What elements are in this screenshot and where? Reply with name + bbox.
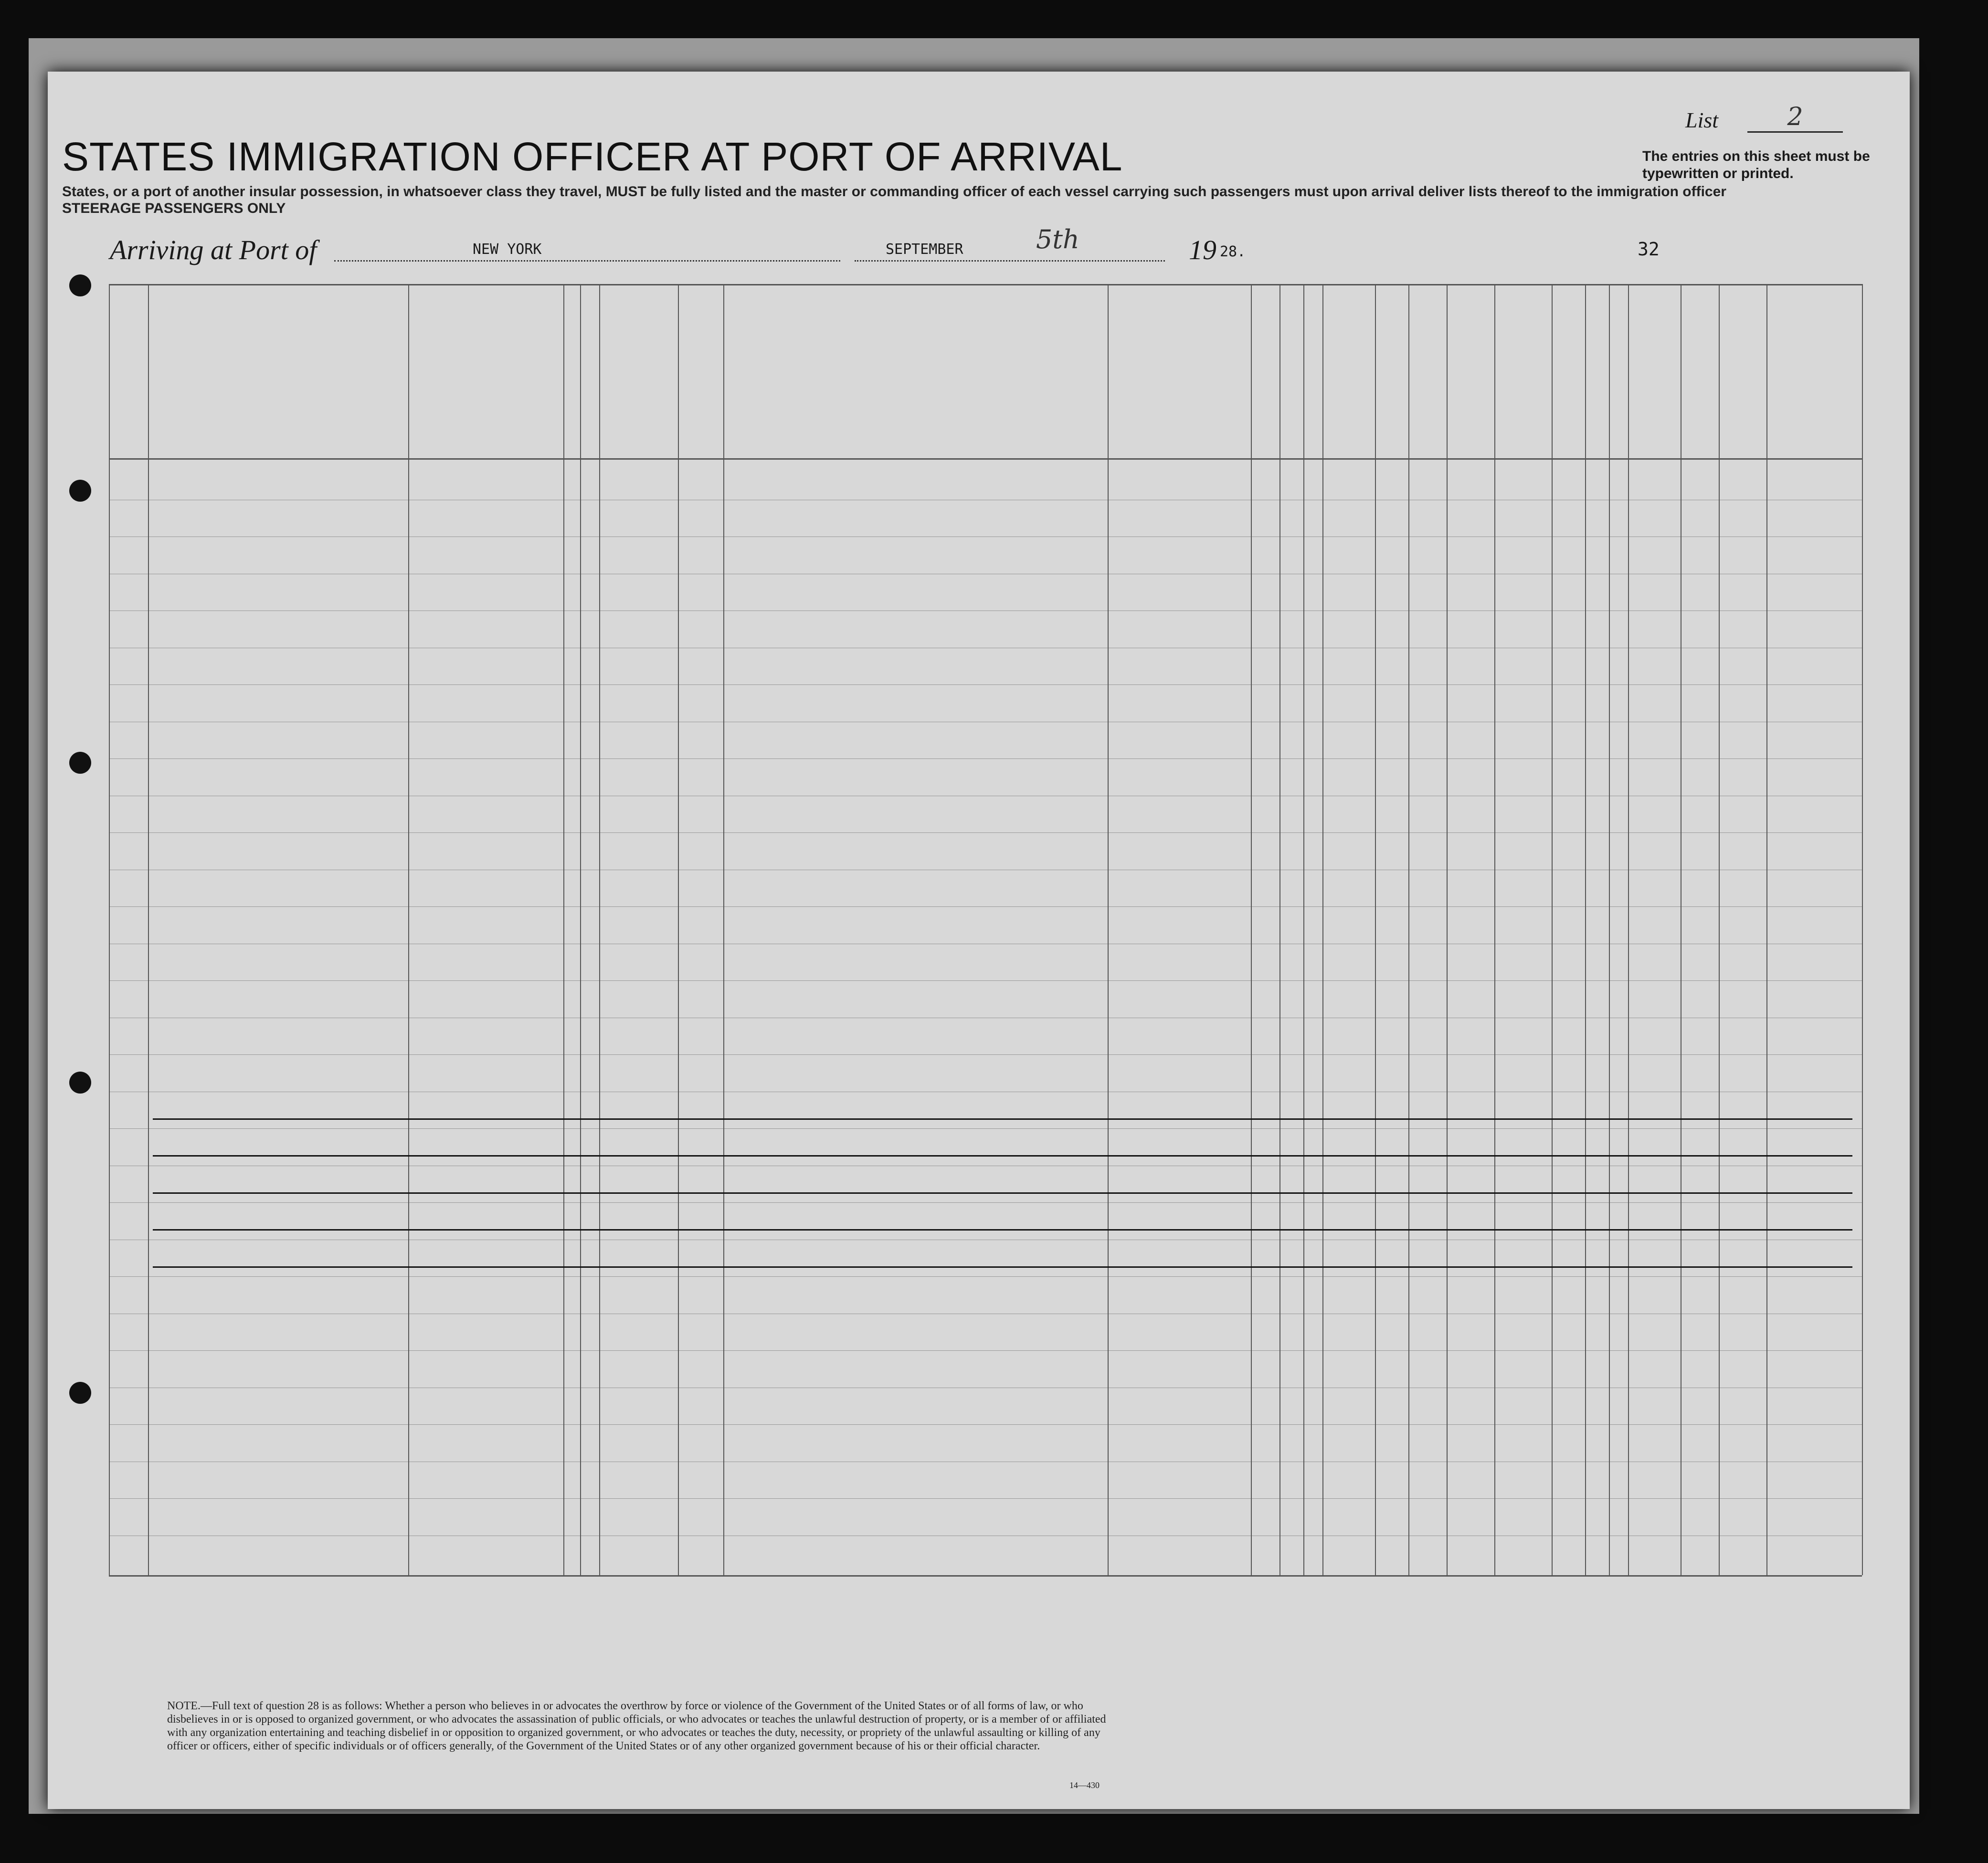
strike-line [153,1266,1852,1268]
row-rule [109,1128,1862,1129]
column-rule [1862,284,1863,1575]
strike-line [153,1118,1852,1120]
port-name: NEW YORK [473,241,542,258]
column-rule [1585,284,1586,1575]
row-rule [109,684,1862,685]
strike-line [153,1155,1852,1157]
typewritten-note: The entries on this sheet must be typewritten or printed. [1642,148,1870,181]
column-rule [1108,284,1109,1575]
date-line [855,260,1165,262]
strike-line [153,1192,1852,1194]
column-rule [1628,284,1629,1575]
row-rule [109,610,1862,611]
row-rule [109,980,1862,981]
punch-hole [69,1382,91,1404]
column-rule [1766,284,1767,1575]
port-line [334,260,840,262]
row-rule [109,1202,1862,1203]
punch-hole [69,1072,91,1094]
column-rule [109,284,110,1575]
year-prefix: 19 [1189,234,1216,265]
instructions-line: States, or a port of another insular possession, in whatsoever class they travel, MUST be fully listed and the master or commanding officer of each vessel carrying such passengers must upon arrival deliver lists thereof to the immigration officer [62,184,1726,200]
row-rule [109,758,1862,759]
row-rule [109,1054,1862,1055]
form-code: 14—430 [1069,1780,1100,1790]
row-rule [109,1498,1862,1499]
column-rule [1719,284,1720,1575]
strike-line [153,1229,1852,1231]
arriving-label: Arriving at Port of [110,234,317,265]
column-rule [1494,284,1495,1575]
punch-hole [69,274,91,296]
column-rule [1609,284,1610,1575]
column-rule [1303,284,1304,1575]
column-rule [1447,284,1448,1575]
column-rule [1322,284,1323,1575]
column-rule [723,284,724,1575]
table-header-border [109,458,1862,460]
page-number: 32 [1638,239,1660,260]
list-number: 2 [1747,103,1843,133]
row-rule [109,832,1862,833]
column-rule [148,284,149,1575]
year-suffix: 28. [1220,243,1246,260]
punch-hole [69,752,91,774]
punch-hole [69,480,91,502]
arrival-day: 5th [1036,224,1079,254]
row-rule [109,906,1862,907]
column-rule [408,284,409,1575]
column-rule [580,284,581,1575]
column-rule [1375,284,1376,1575]
list-label: List [1685,108,1719,132]
column-rule [563,284,564,1575]
row-rule [109,1350,1862,1351]
footer-note: NOTE.—Full text of question 28 is as follows: Whether a person who believes in or advocates the overthrow by force or violence of the Government of the United States or of all forms of law, or who disbelieves in or is opposed to organized government, or who advocates the assassination of public officials, or who advocates or teaches the unlawful destruction of property, or is a member of or affiliated with any organization entertaining and teaching disbelief in or opposition to organized government, or who advocates or teaches the duty, necessity, or propriety of the unlawful assaulting or killing of any officer or officers, either of specific individuals or of officers generally, of the Government of the United States or of any other organized government because of his or their official character. [167,1700,1106,1752]
row-rule [109,1276,1862,1277]
row-rule [109,1424,1862,1425]
column-rule [1552,284,1553,1575]
column-rule [678,284,679,1575]
page-title: STATES IMMIGRATION OFFICER AT PORT OF ARRIVAL [62,134,1123,179]
column-rule [1251,284,1252,1575]
steerage-label: STEERAGE PASSENGERS ONLY [62,200,286,216]
arrival-month: SEPTEMBER [886,241,963,258]
table-border-top [109,284,1862,285]
manifest-sheet [48,72,1910,1809]
table-border-bottom [109,1575,1862,1577]
column-rule [599,284,600,1575]
column-rule [1408,284,1409,1575]
